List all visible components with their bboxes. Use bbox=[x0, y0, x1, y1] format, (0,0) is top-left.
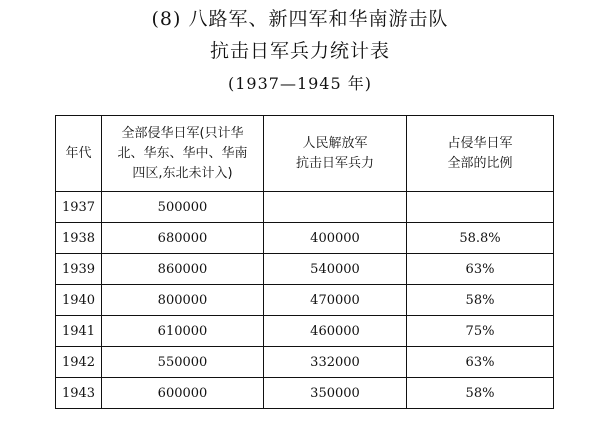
cell-ratio: 58% bbox=[407, 378, 554, 409]
document-date-range: (1937—1945 年) bbox=[227, 74, 372, 93]
cell-total-japanese-forces: 500000 bbox=[102, 192, 264, 223]
cell-year: 1943 bbox=[56, 378, 102, 409]
cell-pla-engaged-forces: 350000 bbox=[264, 378, 407, 409]
header-pla-engaged-forces: 人民解放军 抗击日军兵力 bbox=[264, 116, 407, 192]
header-total-japanese-forces: 全部侵华日军(只计华 北、华东、华中、华南 四区,东北未计入) bbox=[102, 116, 264, 192]
cell-pla-engaged-forces bbox=[264, 192, 407, 223]
table-row bbox=[56, 316, 554, 347]
table-row bbox=[56, 285, 554, 316]
cell-year: 1942 bbox=[56, 347, 102, 378]
cell-year: 1939 bbox=[56, 254, 102, 285]
cell-total-japanese-forces: 680000 bbox=[102, 223, 264, 254]
cell-pla-engaged-forces: 332000 bbox=[264, 347, 407, 378]
table-row bbox=[56, 347, 554, 378]
cell-ratio: 63% bbox=[407, 347, 554, 378]
statistics-table bbox=[55, 115, 554, 409]
cell-total-japanese-forces: 550000 bbox=[102, 347, 264, 378]
table-header-row bbox=[56, 116, 554, 192]
table-body bbox=[56, 192, 554, 409]
cell-ratio: 63% bbox=[407, 254, 554, 285]
cell-ratio: 58% bbox=[407, 285, 554, 316]
document-title-line-1: (8) 八路军、新四军和华南游击队 bbox=[151, 8, 449, 30]
table-row bbox=[56, 254, 554, 285]
cell-pla-engaged-forces: 470000 bbox=[264, 285, 407, 316]
table-row bbox=[56, 378, 554, 409]
header-ratio: 占侵华日军 全部的比例 bbox=[407, 116, 554, 192]
cell-year: 1938 bbox=[56, 223, 102, 254]
cell-total-japanese-forces: 860000 bbox=[102, 254, 264, 285]
cell-ratio: 58.8% bbox=[407, 223, 554, 254]
cell-ratio bbox=[407, 192, 554, 223]
cell-pla-engaged-forces: 460000 bbox=[264, 316, 407, 347]
table-row bbox=[56, 223, 554, 254]
cell-year: 1940 bbox=[56, 285, 102, 316]
cell-year: 1937 bbox=[56, 192, 102, 223]
cell-total-japanese-forces: 610000 bbox=[102, 316, 264, 347]
cell-pla-engaged-forces: 400000 bbox=[264, 223, 407, 254]
cell-ratio: 75% bbox=[407, 316, 554, 347]
cell-total-japanese-forces: 600000 bbox=[102, 378, 264, 409]
header-year: 年代 bbox=[56, 116, 102, 192]
table-header bbox=[56, 116, 554, 192]
cell-year: 1941 bbox=[56, 316, 102, 347]
document-title-line-2: 抗击日军兵力统计表 bbox=[209, 40, 390, 62]
table-row bbox=[56, 192, 554, 223]
cell-total-japanese-forces: 800000 bbox=[102, 285, 264, 316]
cell-pla-engaged-forces: 540000 bbox=[264, 254, 407, 285]
